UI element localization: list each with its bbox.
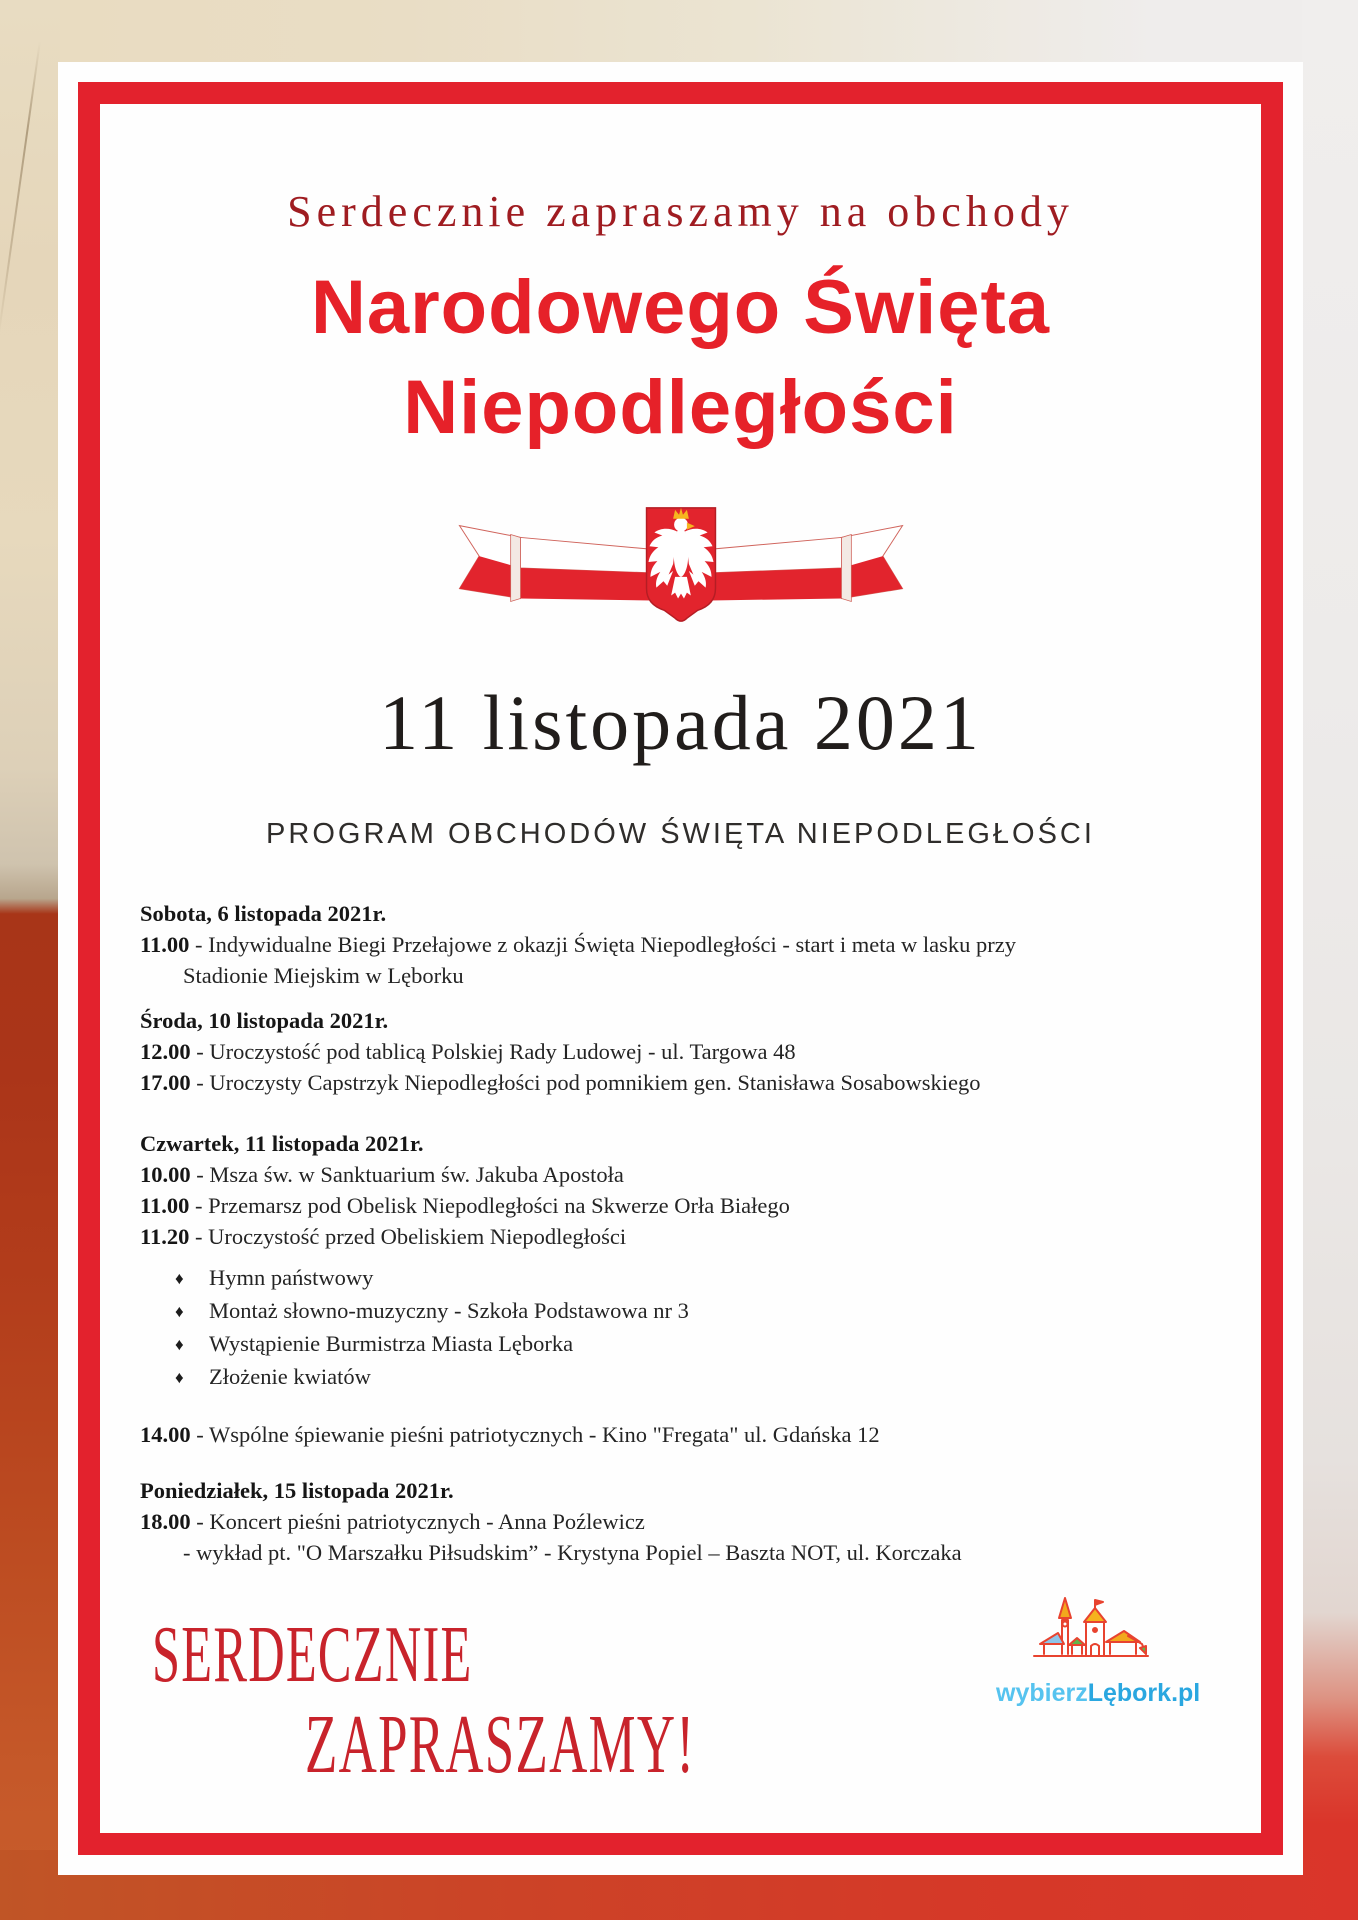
day-heading: Poniedziałek, 15 listopada 2021r. — [140, 1478, 454, 1503]
event-time: 11.20 — [140, 1224, 190, 1249]
day-heading: Sobota, 6 listopada 2021r. — [140, 901, 387, 926]
event-continuation: Stadionie Miejskim w Lęborku — [183, 963, 464, 988]
event-row — [140, 1067, 1263, 1098]
event-text: - Uroczystość przed Obeliskiem Niepodległości — [195, 1224, 627, 1249]
event-time: 12.00 — [140, 1039, 191, 1064]
date-heading: 11 listopada 2021 — [379, 679, 982, 766]
event-row — [140, 1419, 1263, 1450]
logo-text — [996, 1679, 1201, 1708]
event-row — [140, 1506, 1263, 1537]
poster-title-line2: Niepodległości — [403, 365, 958, 450]
event-time: 10.00 — [140, 1162, 191, 1187]
event-time: 11.00 — [140, 1193, 190, 1218]
bullet-list — [140, 1262, 1263, 1394]
bullet-item — [175, 1328, 1263, 1361]
closing-line-2: ZAPRASZAMY! — [305, 1698, 696, 1791]
event-text: - Msza św. w Sanktuarium św. Jakuba Apostoła — [196, 1162, 624, 1187]
poster-title — [58, 258, 1303, 458]
closing-line-1: SERDECZNIE — [152, 1611, 473, 1699]
event-row — [140, 1221, 1263, 1252]
bullet-text: Złożenie kwiatów — [209, 1364, 371, 1389]
lebork-logo — [996, 1592, 1201, 1708]
event-time: 18.00 — [140, 1509, 191, 1534]
event-text: - Indywidualne Biegi Przełajowe z okazji Święta Niepodległości - start i meta w lasku przy — [195, 932, 1017, 957]
bullet-text: Montaż słowno-muzyczny - Szkoła Podstawowa nr 3 — [209, 1298, 689, 1323]
day-heading: Środa, 10 listopada 2021r. — [140, 1008, 389, 1033]
logo-text-suffix: .pl — [1171, 1679, 1201, 1707]
background-right-strip — [1302, 0, 1358, 1920]
event-row — [140, 929, 1263, 960]
bullet-text: Wystąpienie Burmistrza Miasta Lęborka — [209, 1331, 574, 1356]
bullet-item — [175, 1361, 1263, 1394]
event-time: 11.00 — [140, 932, 190, 957]
bullet-diamond-icon: ♦ — [175, 1302, 184, 1321]
event-text: - Uroczystość pod tablicą Polskiej Rady Ludowej - ul. Targowa 48 — [196, 1039, 796, 1064]
event-row — [140, 1190, 1263, 1221]
lebork-town-illustration-icon — [1032, 1592, 1150, 1672]
bullet-item — [175, 1262, 1263, 1295]
logo-text-name: Lębork — [1087, 1679, 1172, 1707]
event-text: - Uroczysty Capstrzyk Niepodległości pod pomnikiem gen. Stanisława Sosabowskiego — [196, 1070, 981, 1095]
event-text: - Wspólne śpiewanie pieśni patriotycznych - Kino "Fregata" ul. Gdańska 12 — [196, 1422, 880, 1447]
event-text: - Koncert pieśni patriotycznych - Anna Poźlewicz — [196, 1509, 645, 1534]
polish-eagle-emblem-icon — [446, 502, 916, 630]
emblem-container — [58, 502, 1303, 635]
poster-card — [58, 62, 1303, 1875]
event-time: 14.00 — [140, 1422, 191, 1447]
bullet-item — [175, 1295, 1263, 1328]
program-heading: PROGRAM OBCHODÓW ŚWIĘTA NIEPODLEGŁOŚCI — [266, 818, 1095, 850]
program-schedule — [140, 898, 1263, 1568]
logo-text-prefix: wybierz — [996, 1679, 1088, 1707]
background-left-strip — [0, 0, 60, 1920]
bullet-diamond-icon: ♦ — [175, 1335, 184, 1354]
bullet-diamond-icon: ♦ — [175, 1368, 184, 1387]
event-time: 17.00 — [140, 1070, 191, 1095]
event-text: - Przemarsz pod Obelisk Niepodległości na Skwerze Orła Białego — [195, 1193, 790, 1218]
poster-title-line1: Narodowego Święta — [310, 265, 1051, 350]
event-row — [140, 1036, 1263, 1067]
bullet-diamond-icon: ♦ — [175, 1269, 184, 1288]
intro-line: Serdecznie zapraszamy na obchody — [287, 187, 1074, 236]
day-heading: Czwartek, 11 listopada 2021r. — [140, 1131, 424, 1156]
event-continuation: - wykład pt. "O Marszałku Piłsudskim” - Krystyna Popiel – Baszta NOT, ul. Korczaka — [183, 1540, 962, 1565]
bullet-text: Hymn państwowy — [209, 1265, 374, 1290]
event-row — [140, 1159, 1263, 1190]
